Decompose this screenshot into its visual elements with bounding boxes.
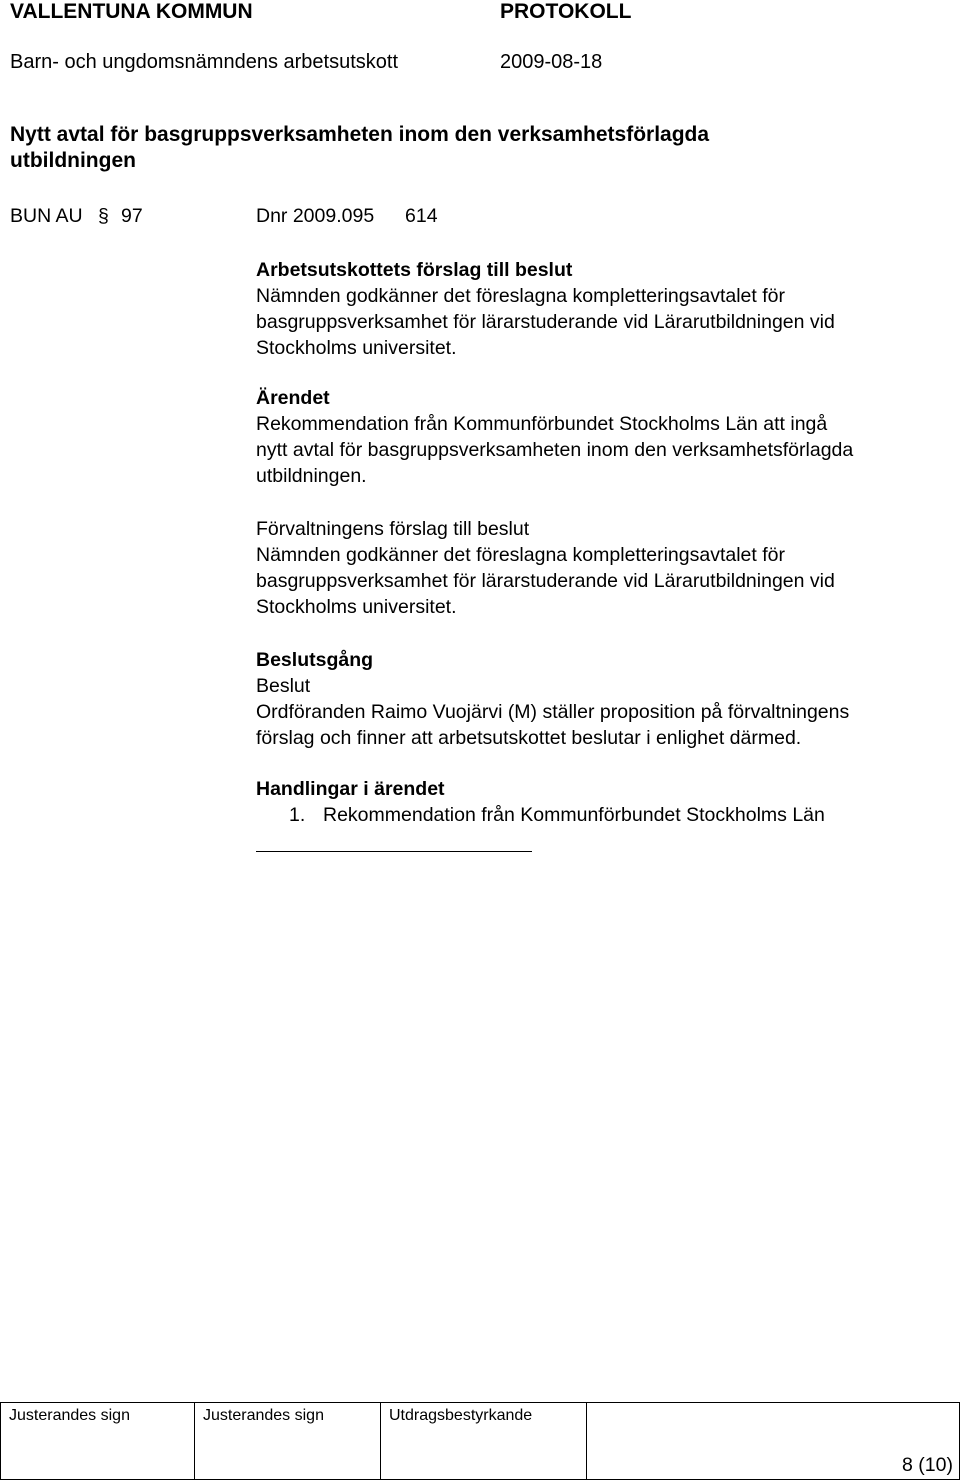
sign-label-1: Justerandes sign — [9, 1407, 130, 1424]
decision-process-heading: Beslutsgång — [256, 649, 374, 671]
sign-cell-2 — [195, 1403, 381, 1479]
signature-divider — [256, 851, 532, 852]
archive-code: 614 — [405, 205, 438, 227]
signature-footer — [0, 1402, 960, 1480]
extract-label: Utdragsbestyrkande — [389, 1407, 533, 1424]
matter-section — [256, 385, 956, 489]
matter-line: utbildningen. — [256, 465, 367, 487]
documents-heading: Handlingar i ärendet — [256, 778, 445, 800]
admin-proposal-line: Nämnden godkänner det föreslagna kompletteringsavtalet för — [256, 544, 785, 566]
admin-proposal-section — [256, 516, 956, 620]
meeting-date: 2009-08-18 — [500, 51, 603, 73]
proposal-section — [256, 257, 956, 361]
admin-proposal-heading: Förvaltningens förslag till beslut — [256, 518, 530, 540]
proposal-line: basgruppsverksamhet för lärarstuderande vid Lärarutbildningen vid — [256, 311, 835, 333]
list-item-text: Rekommendation från Kommunförbundet Stockholms Län — [323, 804, 825, 826]
admin-proposal-line: basgruppsverksamhet för lärarstuderande vid Lärarutbildningen vid — [256, 570, 835, 592]
list-item — [256, 802, 956, 828]
decision-subheading: Beslut — [256, 675, 311, 697]
document-type: PROTOKOLL — [500, 0, 632, 23]
organization-name: VALLENTUNA KOMMUN — [10, 0, 253, 23]
matter-line: Rekommendation från Kommunförbundet Stockholms Län att ingå — [256, 413, 828, 435]
paragraph-label: BUN AU — [10, 205, 83, 227]
decision-line: förslag och finner att arbetsutskottet beslutar i enlighet därmed. — [256, 727, 802, 749]
decision-line: Ordföranden Raimo Vuojärvi (M) ställer proposition på förvaltningens — [256, 701, 850, 723]
committee-name: Barn- och ungdomsnämndens arbetsutskott — [10, 51, 398, 73]
proposal-line: Nämnden godkänner det föreslagna kompletteringsavtalet för — [256, 285, 785, 307]
sign-cell-1 — [1, 1403, 195, 1479]
page-title-line-1: Nytt avtal för basgruppsverksamheten inom den verksamhetsförlagda — [10, 123, 710, 146]
matter-line: nytt avtal för basgruppsverksamheten inom den verksamhetsförlagda — [256, 439, 854, 461]
paragraph-number: 97 — [121, 205, 143, 227]
page-title-line-2: utbildningen — [10, 149, 136, 172]
proposal-line: Stockholms universitet. — [256, 337, 457, 359]
sign-label-2: Justerandes sign — [203, 1407, 324, 1424]
list-item-number: 1. — [289, 804, 306, 826]
section-symbol: § — [98, 205, 109, 227]
extract-cell — [381, 1403, 587, 1479]
diary-number: Dnr 2009.095 — [256, 205, 375, 227]
page-number: 8 (10) — [902, 1454, 953, 1476]
admin-proposal-line: Stockholms universitet. — [256, 596, 457, 618]
proposal-heading: Arbetsutskottets förslag till beslut — [256, 259, 573, 281]
matter-heading: Ärendet — [256, 387, 330, 409]
decision-process-section — [256, 647, 956, 751]
documents-section — [256, 776, 956, 828]
